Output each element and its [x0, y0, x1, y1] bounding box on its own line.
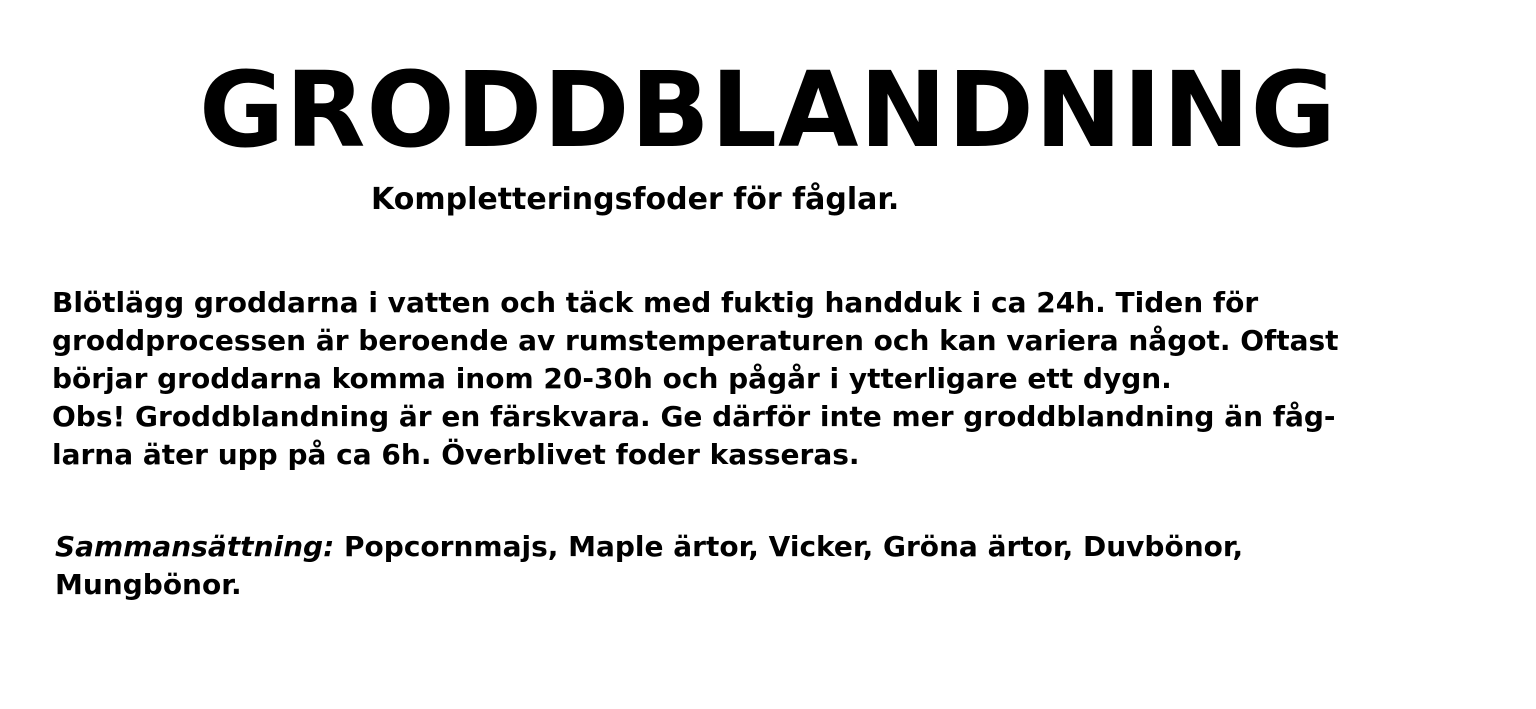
- page-subtitle: Kompletteringsfoder för fåglar.: [371, 182, 900, 217]
- instructions-line: börjar groddarna komma inom 20-30h och pågår i ytterligare ett dygn.: [52, 362, 1172, 395]
- instructions-line: larna äter upp på ca 6h. Överblivet foder kasseras.: [52, 438, 860, 471]
- composition-line: Mungbönor.: [55, 568, 242, 601]
- composition-line: [55, 528, 1495, 566]
- instructions-line: Blötlägg groddarna i vatten och täck med fuktig handduk i ca 24h. Tiden för: [52, 286, 1259, 319]
- instructions-line: groddprocessen är beroende av rumstemperaturen och kan variera något. Oftast: [52, 324, 1339, 357]
- composition-label: Sammansättning:: [55, 530, 335, 563]
- instructions-paragraph: [52, 284, 1492, 474]
- composition-ingredients: Popcornmajs, Maple ärtor, Vicker, Gröna ärtor, Duvbönor,: [334, 530, 1244, 563]
- composition-section: [55, 528, 1495, 604]
- page-title: GRODDBLANDNING: [198, 49, 1338, 171]
- instructions-line: Obs! Groddblandning är en färskvara. Ge därför inte mer groddblandning än fåg-: [52, 400, 1336, 433]
